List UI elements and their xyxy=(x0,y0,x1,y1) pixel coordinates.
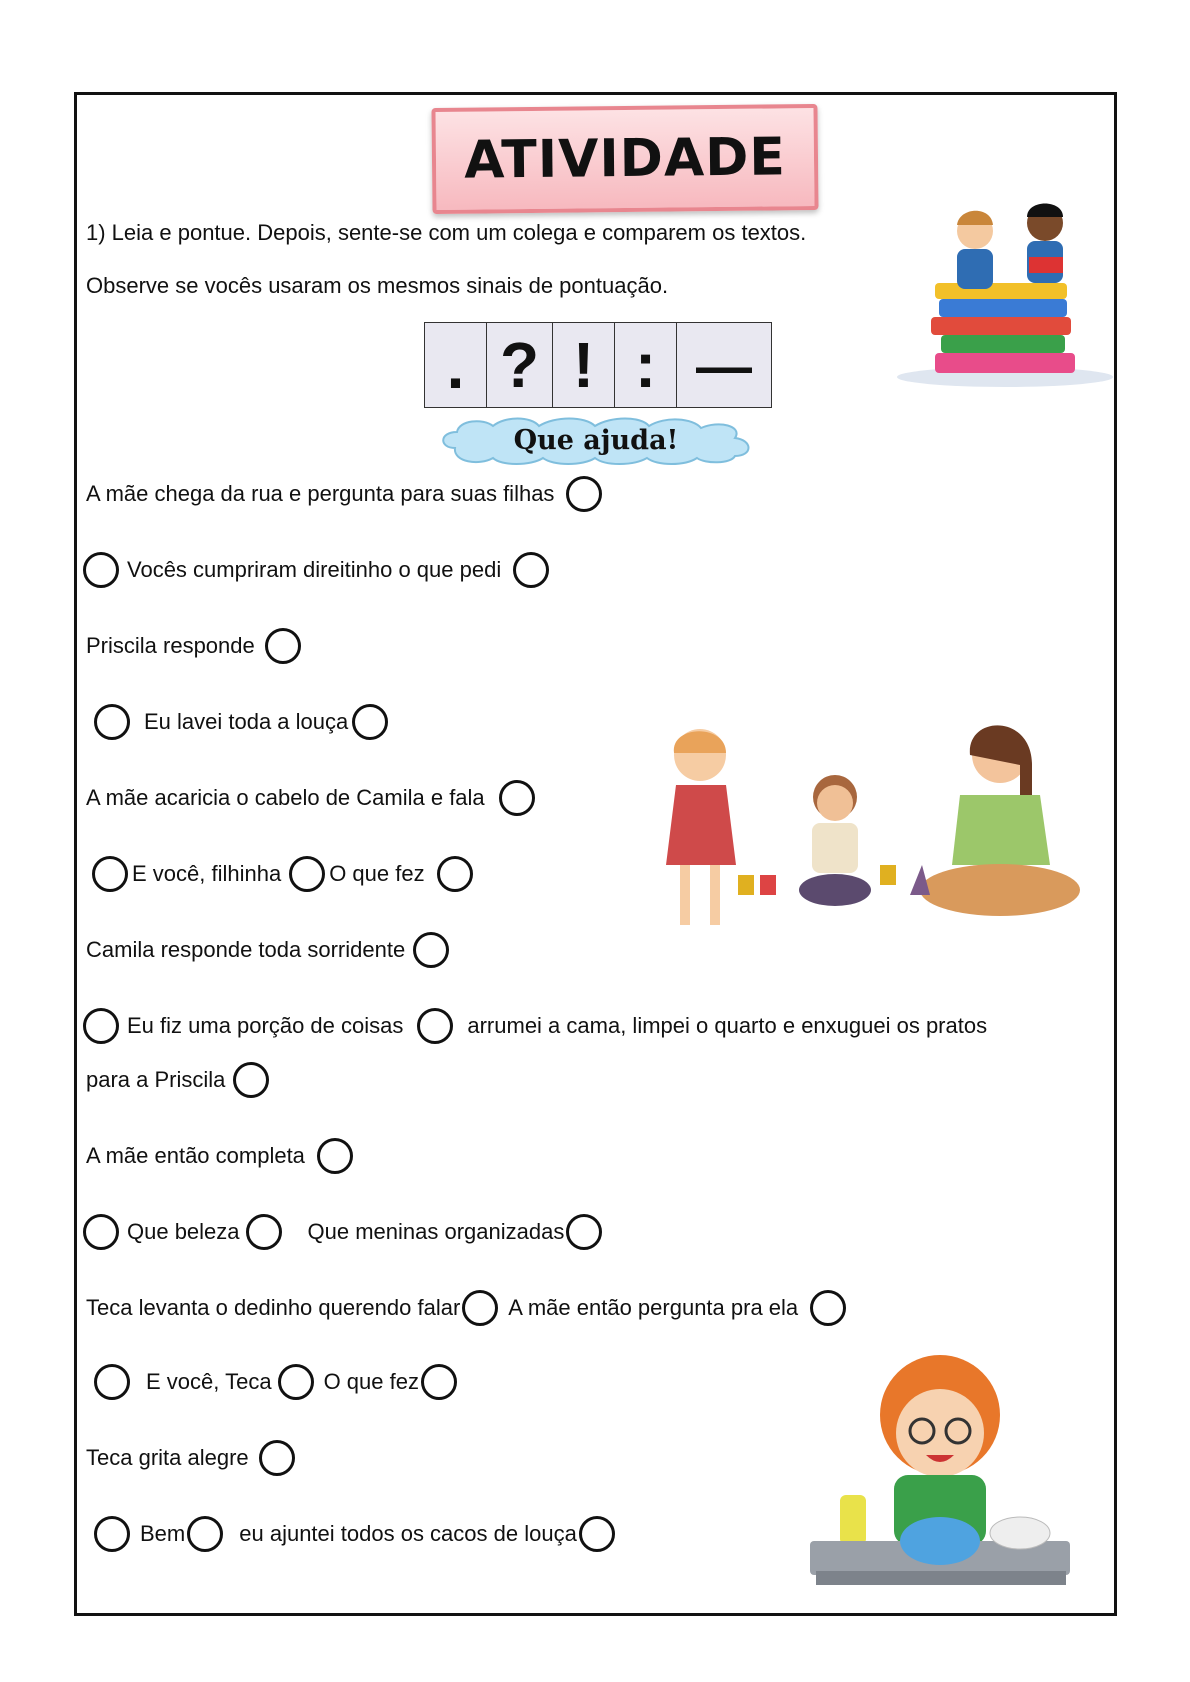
text-l6a: E você, filhinha xyxy=(132,861,282,886)
answer-circle[interactable] xyxy=(94,1516,130,1552)
instruction-line-2: Observe se vocês usaram os mesmos sinais de pontuação. xyxy=(86,273,669,298)
sign-question: ? xyxy=(487,323,553,407)
text-l8a: Eu fiz uma porção de coisas xyxy=(127,1013,404,1038)
answer-circle[interactable] xyxy=(233,1062,269,1098)
helper-label: Que ajuda! xyxy=(513,424,679,456)
text-l8b: arrumei a cama, limpei o quarto e enxuguei os pratos xyxy=(467,1013,988,1038)
text-l15a: Bem xyxy=(140,1521,186,1546)
answer-circle[interactable] xyxy=(259,1440,295,1476)
answer-circle[interactable] xyxy=(413,932,449,968)
answer-circle[interactable] xyxy=(246,1214,282,1250)
answer-circle[interactable] xyxy=(317,1138,353,1174)
text-l11b: Que meninas organizadas xyxy=(307,1219,565,1244)
text-line-11 xyxy=(83,1214,602,1250)
text-line-15 xyxy=(94,1516,615,1552)
answer-circle[interactable] xyxy=(566,1214,602,1250)
answer-circle[interactable] xyxy=(513,552,549,588)
text-l4: Eu lavei toda a louça xyxy=(144,709,349,734)
answer-circle[interactable] xyxy=(94,704,130,740)
text-l13b: O que fez xyxy=(323,1369,419,1394)
sign-dash: — xyxy=(696,333,752,397)
text-l7: Camila responde toda sorridente xyxy=(86,937,406,962)
text-line-12 xyxy=(86,1290,846,1326)
answer-circle[interactable] xyxy=(289,856,325,892)
text-l1: A mãe chega da rua e pergunta para suas filhas xyxy=(86,481,555,506)
instruction-line-1: 1) Leia e pontue. Depois, sente-se com um colega e comparem os textos. xyxy=(86,220,807,245)
kids-reading-books-illustration xyxy=(895,195,1115,395)
answer-circle[interactable] xyxy=(810,1290,846,1326)
text-l11a: Que beleza xyxy=(127,1219,240,1244)
answer-circle[interactable] xyxy=(579,1516,615,1552)
answer-circle[interactable] xyxy=(278,1364,314,1400)
answer-circle[interactable] xyxy=(94,1364,130,1400)
text-line-14 xyxy=(86,1440,295,1476)
answer-circle[interactable] xyxy=(187,1516,223,1552)
text-line-4 xyxy=(94,704,388,740)
text-line-9 xyxy=(86,1062,269,1098)
text-line-5 xyxy=(86,780,535,816)
text-l10: A mãe então completa xyxy=(86,1143,305,1168)
text-l3: Priscila responde xyxy=(86,633,255,658)
text-l9: para a Priscila xyxy=(86,1067,226,1092)
text-line-8 xyxy=(83,1008,987,1044)
punctuation-signs-box xyxy=(424,322,772,408)
answer-circle[interactable] xyxy=(462,1290,498,1326)
text-l12b: A mãe então pergunta pra ela xyxy=(508,1295,799,1320)
sign-period: . xyxy=(425,323,487,407)
answer-circle[interactable] xyxy=(499,780,535,816)
mother-and-daughters-illustration xyxy=(640,705,1090,940)
girl-washing-dishes-illustration xyxy=(800,1345,1080,1595)
text-line-3 xyxy=(86,628,301,664)
answer-circle[interactable] xyxy=(265,628,301,664)
answer-circle[interactable] xyxy=(83,1214,119,1250)
text-line-7 xyxy=(86,932,449,968)
text-line-13 xyxy=(94,1364,457,1400)
text-l12a: Teca levanta o dedinho querendo falar xyxy=(86,1295,461,1320)
text-l14: Teca grita alegre xyxy=(86,1445,249,1470)
answer-circle[interactable] xyxy=(352,704,388,740)
answer-circle[interactable] xyxy=(92,856,128,892)
text-l15b: eu ajuntei todos os cacos de louça xyxy=(239,1521,577,1546)
answer-circle[interactable] xyxy=(83,1008,119,1044)
text-line-6 xyxy=(92,856,473,892)
answer-circle[interactable] xyxy=(421,1364,457,1400)
answer-circle[interactable] xyxy=(83,552,119,588)
answer-circle[interactable] xyxy=(437,856,473,892)
answer-circle[interactable] xyxy=(417,1008,453,1044)
text-line-2 xyxy=(83,552,549,588)
text-l5: A mãe acaricia o cabelo de Camila e fala xyxy=(86,785,485,810)
text-line-1 xyxy=(86,476,602,512)
text-l2: Vocês cumpriram direitinho o que pedi xyxy=(127,557,502,582)
text-line-10 xyxy=(86,1138,353,1174)
sign-colon: : xyxy=(615,323,677,407)
title-banner xyxy=(431,104,818,214)
answer-circle[interactable] xyxy=(566,476,602,512)
page-title: ATIVIDADE xyxy=(463,127,787,191)
text-l6b: O que fez xyxy=(329,861,425,886)
sign-exclamation: ! xyxy=(553,323,615,407)
text-l13a: E você, Teca xyxy=(146,1369,272,1394)
